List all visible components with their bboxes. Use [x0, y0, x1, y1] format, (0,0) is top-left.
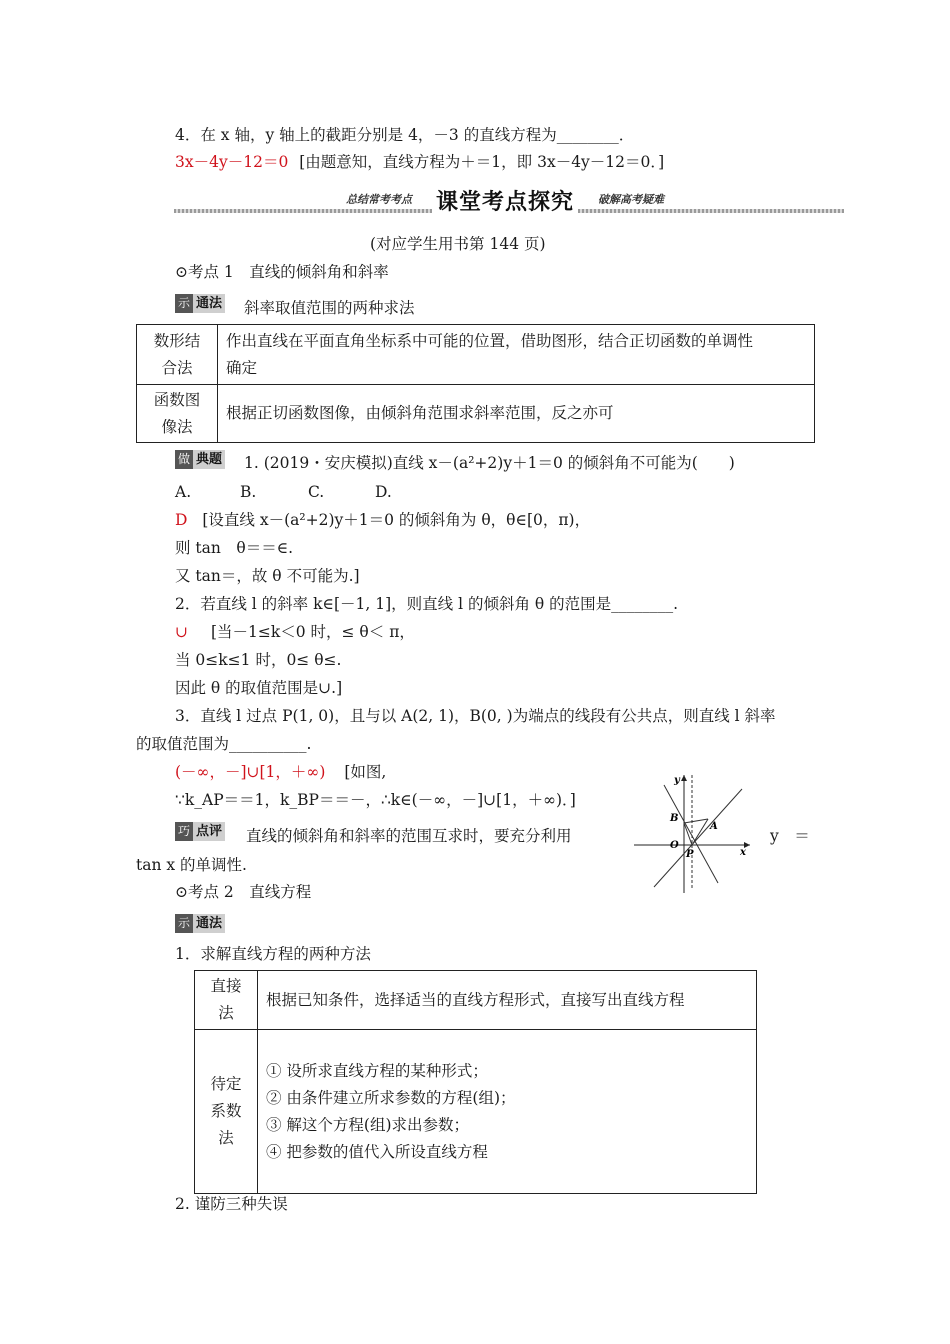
comment-line1-end: y ＝: [770, 827, 810, 845]
key-line: 法: [218, 1129, 234, 1147]
comment-line1: 直线的倾斜角和斜率的范围互求时，要充分利用: [246, 827, 572, 845]
method-table-1: [136, 324, 815, 443]
q1-answer: D: [175, 511, 188, 529]
q2-explain-line3: 因此 θ 的取值范围是∪.]: [175, 679, 343, 697]
q2-answer: ∪: [175, 623, 188, 641]
option-b: B.: [240, 483, 257, 501]
q2-explain-line2: 当 0≤k≤1 时，0≤ θ≤.: [175, 651, 342, 669]
point2-heading: ⊙考点 2 直线方程: [175, 883, 312, 901]
tag-label: 典题: [193, 450, 225, 469]
q3-explain-line1: [175, 762, 386, 782]
key-line: 函数图: [153, 390, 201, 409]
banner-left-text: 总结常考考点: [346, 193, 412, 206]
table-row: [195, 971, 757, 1030]
page-reference: (对应学生用书第 144 页): [370, 235, 546, 253]
q4-explain: [由题意知，直线方程为＋＝1，即 3x－4y－12＝0．]: [299, 153, 665, 171]
step-line: ② 由条件建立所求参数的方程(组)；: [266, 1088, 516, 1107]
point2-sub2: 2. 谨防三种失误: [175, 1195, 288, 1213]
label-x: x: [740, 847, 746, 858]
q3-answer: (－∞，－]∪[1，＋∞): [175, 763, 326, 781]
q3-stem-line2: 的取值范围为__________.: [136, 735, 312, 753]
label-o: O: [670, 840, 679, 851]
method-title-1: 斜率取值范围的两种求法: [244, 299, 415, 317]
table-key-cell: [137, 385, 218, 443]
table-value-cell: [218, 325, 815, 385]
table-key-cell: [195, 1030, 258, 1194]
option-c: C.: [308, 483, 325, 501]
q1-explain-line3: 又 tan＝，故 θ 不可能为.]: [175, 567, 360, 585]
tag-label: 点评: [193, 822, 225, 841]
key-line: 直接: [210, 977, 242, 995]
label-p: P: [686, 849, 694, 860]
tag-box: 巧: [175, 822, 193, 841]
label-b: B: [670, 813, 679, 824]
value-line: 根据正切函数图像，由倾斜角范围求斜率范围，反之亦可: [226, 404, 614, 422]
key-line: 系数: [210, 1102, 242, 1120]
tag-box: 做: [175, 450, 193, 469]
label-y: y: [674, 775, 680, 786]
key-line: 法: [218, 1004, 234, 1022]
banner-right-text: 破解高考疑难: [598, 193, 664, 206]
coordinate-diagram: [634, 775, 750, 893]
step-line: ③ 解这个方程(组)求出参数；: [266, 1115, 470, 1134]
q3-explain-line2: ∵k_AP＝＝1，k_BP＝＝－，∴k∈(－∞，－]∪[1，＋∞)．]: [175, 791, 576, 809]
key-line: 合法: [161, 358, 193, 377]
table-row: [195, 1030, 757, 1194]
q3-explain-text: [如图,: [344, 763, 387, 781]
q2-explain-text: [当－1≤k＜0 时，≤ θ＜ π，: [210, 623, 415, 641]
step-line: ① 设所求直线方程的某种形式；: [266, 1061, 488, 1080]
point1-heading: ⊙考点 1 直线的倾斜角和斜率: [175, 263, 389, 281]
q1-explain-line1: [175, 510, 590, 530]
table-key-cell: [195, 971, 258, 1030]
q3-stem-line1: 3．直线 l 过点 P(1, 0)，且与以 A(2, 1)，B(0, )为端点的线段有公共点，则直线 l 斜率: [175, 707, 776, 725]
value-line: 确定: [226, 358, 258, 377]
point2-sub1: 1．求解直线方程的两种方法: [175, 945, 371, 963]
table-key-cell: [137, 325, 218, 385]
tag-label: 通法: [193, 294, 225, 313]
q2-explain-line1: [175, 622, 415, 642]
table-row: [137, 385, 815, 443]
step-line: ④ 把参数的值代入所设直线方程: [266, 1142, 488, 1161]
example-tag: [175, 450, 225, 469]
option-a: A.: [175, 483, 192, 501]
table-value-cell: 根据已知条件，选择适当的直线方程形式，直接写出直线方程: [258, 971, 757, 1030]
q4-answer: 3x－4y－12＝0: [175, 153, 289, 171]
tag-label: 通法: [193, 914, 225, 933]
line-figure: [634, 775, 750, 893]
method-table-2: [194, 970, 757, 1194]
q1-stem: 1. (2019・安庆模拟)直线 x－(a²+2)y＋1＝0 的倾斜角不可能为( ): [244, 454, 735, 472]
tag-box: 示: [175, 294, 193, 313]
method-tag-2: [175, 914, 225, 933]
key-line: 数形结: [153, 331, 201, 350]
comment-line2: tan x 的单调性.: [136, 856, 247, 874]
q4-answer-line: [175, 152, 664, 172]
key-line: 像法: [161, 417, 193, 436]
option-d: D.: [375, 483, 392, 501]
table-value-cell: [258, 1030, 757, 1194]
method-tag-1: [175, 294, 225, 313]
section-banner: [174, 185, 844, 219]
q1-explain-line2: 则 tan θ＝＝∈.: [175, 539, 294, 557]
comment-tag: [175, 822, 225, 841]
value-line: 作出直线在平面直角坐标系中可能的位置，借助图形，结合正切函数的单调性: [226, 331, 754, 350]
banner-title: 课堂考点探究: [432, 185, 578, 216]
key-line: 待定: [210, 1075, 242, 1093]
q4-stem: 4．在 x 轴，y 轴上的截距分别是 4，－3 的直线方程为________．: [175, 126, 635, 144]
q1-explain-text: [设直线 x－(a²+2)y＋1＝0 的倾斜角为 θ，θ∈[0，π)，: [202, 511, 591, 529]
table-value-cell: [218, 385, 815, 443]
q2-stem: 2．若直线 l 的斜率 k∈[－1, 1]，则直线 l 的倾斜角 θ 的范围是________.: [175, 595, 679, 613]
tag-box: 示: [175, 914, 193, 933]
label-a: A: [710, 821, 718, 832]
table-row: [137, 325, 815, 385]
